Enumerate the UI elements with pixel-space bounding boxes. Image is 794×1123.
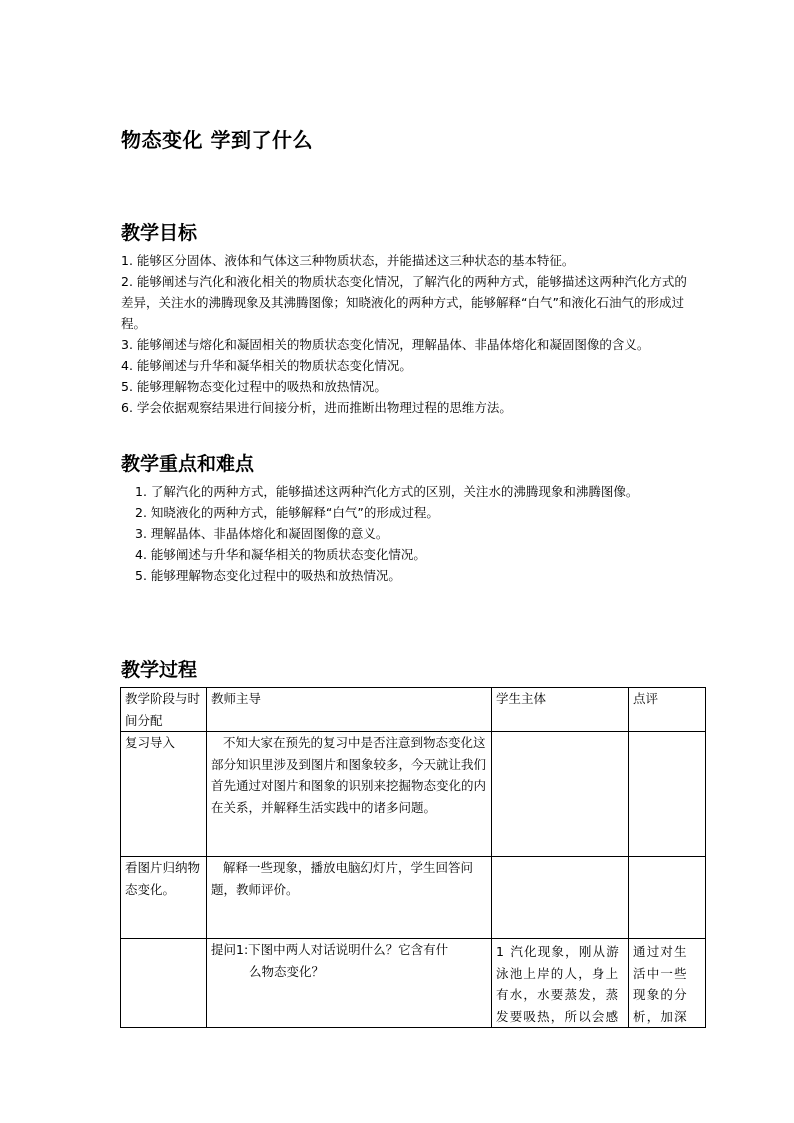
comment-cell [629, 857, 706, 939]
teacher-question-line: 么物态变化？ [249, 963, 325, 979]
key-point-item: 1. 了解汽化的两种方式，能够描述这两种汽化方式的区别，关注水的沸腾现象和沸腾图像。 [135, 484, 639, 499]
objective-item: 1. 能够区分固体、液体和气体这三种物质状态，并能描述这三种状态的基本特征。 [121, 253, 575, 268]
objective-item: 6. 学会依据观察结果进行间接分析，进而推断出物理过程的思维方法。 [121, 400, 512, 415]
column-header: 教师主导 [207, 688, 492, 732]
student-cell: 1 汽化现象，刚从游泳池上岸的人，身上有水，水要蒸发，蒸发要吸热，所以会感 [492, 939, 629, 1028]
key-point-item: 4. 能够阐述与升华和凝华相关的物质状态变化情况。 [135, 547, 426, 562]
process-table [120, 687, 706, 1028]
key-points-list [121, 481, 691, 586]
process-heading: 教学过程 [121, 659, 198, 681]
key-point-item: 5. 能够理解物态变化过程中的吸热和放热情况。 [135, 568, 401, 583]
objectives-heading: 教学目标 [121, 222, 198, 244]
column-header: 教学阶段与时间分配 [121, 688, 207, 732]
teacher-cell: 不知大家在预先的复习中是否注意到物态变化这部分知识里涉及到图片和图象较多，今天就让我们首先通过对图片和图象的识别来挖掘物态变化的内在关系，并解释生活实践中的诸多问题。 [207, 732, 492, 857]
student-cell [492, 732, 629, 857]
key-points-heading: 教学重点和难点 [121, 453, 255, 475]
teacher-cell: 解释一些现象，播放电脑幻灯片，学生回答问题，教师评价。 [207, 857, 492, 939]
stage-cell: 复习导入 [121, 732, 207, 857]
column-header: 学生主体 [492, 688, 629, 732]
comment-cell: 通过对生活中一些现象的分析，加深 [629, 939, 706, 1028]
page-title: 物态变化 学到了什么 [121, 128, 313, 152]
column-header: 点评 [629, 688, 706, 732]
table-row [121, 939, 706, 1028]
table-row [121, 732, 706, 857]
teacher-question-line: 提问1:下图中两人对话说明什么？它含有什 [211, 942, 449, 957]
student-cell [492, 857, 629, 939]
stage-cell: 看图片归纳物态变化。 [121, 857, 207, 939]
objective-item: 5. 能够理解物态变化过程中的吸热和放热情况。 [121, 379, 387, 394]
objective-item: 3. 能够阐述与熔化和凝固相关的物质状态变化情况，理解晶体、非晶体熔化和凝固图像的含义。 [121, 337, 650, 352]
table-header-row [121, 688, 706, 732]
objectives-list [121, 250, 691, 418]
objective-item: 4. 能够阐述与升华和凝华相关的物质状态变化情况。 [121, 358, 412, 373]
teacher-cell [207, 939, 492, 1028]
objective-item: 2. 能够阐述与汽化和液化相关的物质状态变化情况，了解汽化的两种方式，能够描述这两种汽化方式的差异，关注水的沸腾现象及其沸腾图像；知晓液化的两种方式，能够解释“白气”和液化石油气的形成过程。 [121, 274, 687, 331]
key-point-item: 3. 理解晶体、非晶体熔化和凝固图像的意义。 [135, 526, 389, 541]
table-row [121, 857, 706, 939]
stage-cell [121, 939, 207, 1028]
comment-cell [629, 732, 706, 857]
key-point-item: 2. 知晓液化的两种方式，能够解释“白气”的形成过程。 [135, 505, 439, 520]
